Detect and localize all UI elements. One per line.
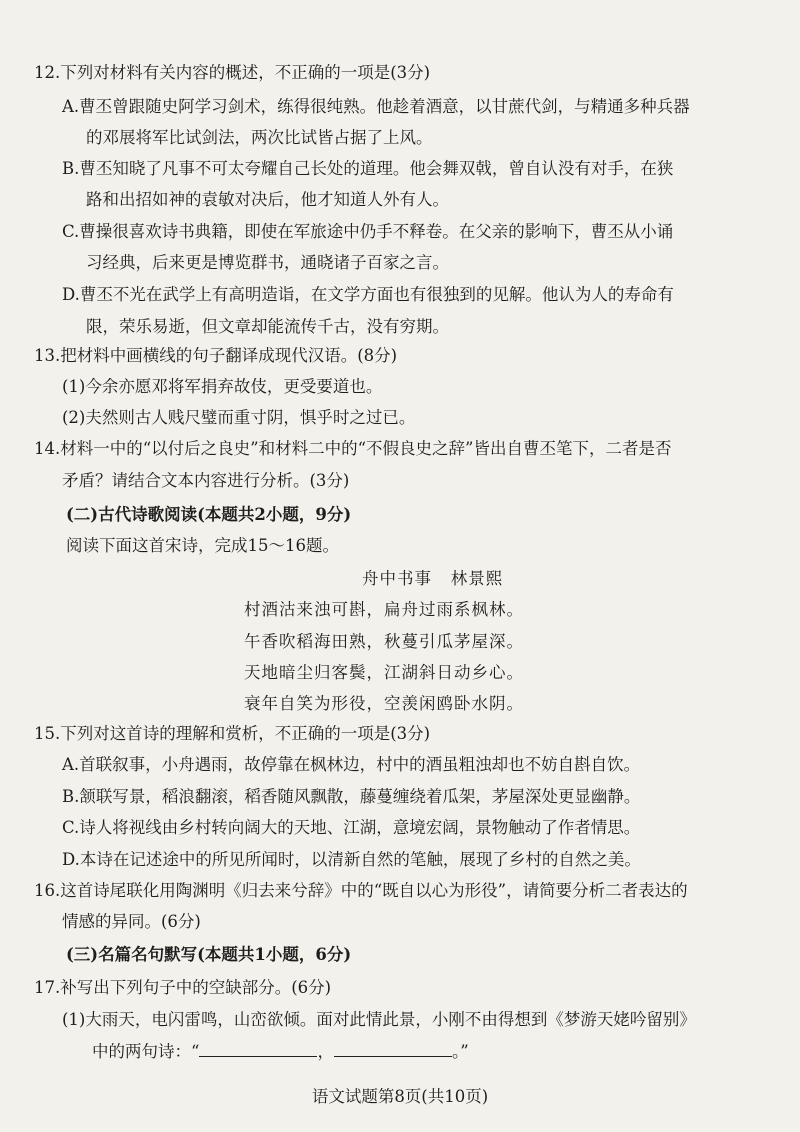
q17-sentence-1: (1)大雨天，电闪雷鸣，山峦欲倾。面对此情此景，小刚不由得想到《梦游天姥吟留别》 [62,1010,696,1029]
q15-option-c: C.诗人将视线由乡村转向阔大的天地、江湖，意境宏阔，景物触动了作者情思。 [62,818,641,837]
poem-line-4: 衰年自笑为形役，空羡闲鸥卧水阴。 [244,694,524,713]
q16-line2: 情感的异同。(6分) [62,912,201,931]
q16-line1: 16.这首诗尾联化用陶渊明《归去来兮辞》中的“既自以心为形役”，请简要分析二者表达的 [34,881,688,900]
q15-stem: 15.下列对这首诗的理解和赏析，不正确的一项是(3分) [34,724,431,743]
q12-option-c-line1: C.曹操很喜欢诗书典籍，即使在军旅途中仍手不释卷。在父亲的影响下，曹丕从小诵 [62,222,674,241]
q12-option-b-line1: B.曹丕知晓了凡事不可太夸耀自己长处的道理。他会舞双戟，曾自认没有对手，在狭 [62,159,674,178]
poem-header [362,568,503,590]
poem-line-3: 天地暗尘归客鬓，江湖斜日动乡心。 [244,663,524,682]
q15-option-b: B.颔联写景，稻浪翻滚，稻香随风飘散，藤蔓缠绕着瓜架，茅屋深处更显幽静。 [62,787,641,806]
q13-sentence-2: (2)夫然则古人贱尺璧而重寸阴，惧乎时之过已。 [62,408,416,427]
q17-suffix: 。” [451,1042,469,1061]
q13-sentence-1: (1)今余亦愿邓将军捐弃故伎，更受要道也。 [62,377,383,396]
q15-option-a: A.首联叙事，小舟遇雨，故停靠在枫林边，村中的酒虽粗浊却也不妨自斟自饮。 [62,755,641,774]
q17-sentence-2 [92,1040,469,1063]
q12-option-b-line2: 路和出招如神的袁敏对决后，他才知道人外有人。 [86,190,449,209]
poem-line-2: 午香吹稻海田熟，秋蔓引瓜茅屋深。 [244,632,524,651]
q17-separator: ， [317,1042,334,1061]
q13-stem: 13.把材料中画横线的句子翻译成现代汉语。(8分) [34,346,398,365]
poem-line-1: 村酒沽来浊可斟，扁舟过雨系枫林。 [244,600,524,619]
poem-author: 林景熙 [450,569,504,588]
section2-title: (二)古代诗歌阅读(本题共2小题，9分) [66,505,352,524]
section2-intro: 阅读下面这首宋诗，完成15～16题。 [66,536,339,555]
q12-option-a-line1: A.曹丕曾跟随史阿学习剑术，练得很纯熟。他趁着酒意，以甘蔗代剑，与精通多种兵器 [62,97,690,116]
q12-option-d-line1: D.曹丕不光在武学上有高明造诣，在文学方面也有很独到的见解。他认为人的寿命有 [62,285,674,304]
q17-answer-blank-2[interactable] [334,1040,452,1057]
q12-option-c-line2: 习经典，后来更是博览群书，通晓诸子百家之言。 [86,253,449,272]
q15-option-d: D.本诗在记述途中的所见所闻时，以清新自然的笔触，展现了乡村的自然之美。 [62,850,641,869]
q17-prefix: 中的两句诗：“ [92,1042,200,1061]
q14-line2: 矛盾？请结合文本内容进行分析。(3分) [62,471,350,490]
q17-answer-blank-1[interactable] [199,1040,317,1057]
page-footer: 语文试题第8页(共10页) [311,1087,489,1106]
section3-title: (三)名篇名句默写(本题共1小题，6分) [66,945,352,964]
q12-option-a-line2: 的邓展将军比试剑法，两次比试皆占据了上风。 [86,128,433,147]
poem-title: 舟中书事 [362,569,432,588]
q12-stem: 12.下列对材料有关内容的概述，不正确的一项是(3分) [34,63,431,82]
q12-option-d-line2: 限，荣乐易逝，但文章却能流传千古，没有穷期。 [86,317,449,336]
q17-stem: 17.补写出下列句子中的空缺部分。(6分) [34,978,332,997]
q14-line1: 14.材料一中的“以付后之良史”和材料二中的“不假良史之辞”皆出自曹丕笔下，二者是否 [34,439,672,458]
